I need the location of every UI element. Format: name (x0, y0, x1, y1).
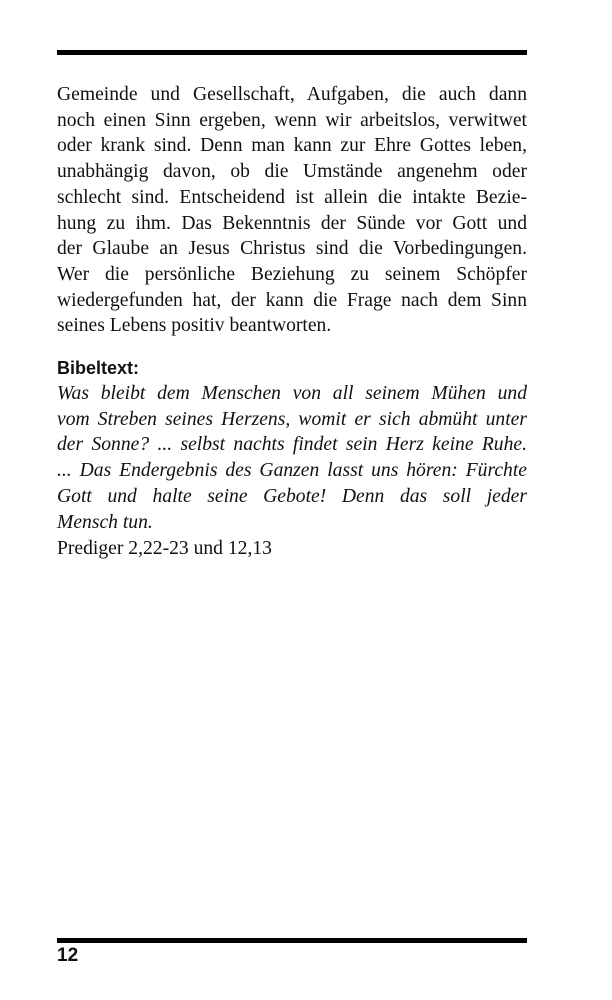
quote-line: Gott und halte seine Gebote! Denn das soll jeder (57, 485, 527, 507)
bottom-rule (57, 938, 527, 943)
body-line: hung zu ihm. Das Bekenntnis der Sünde vor Gott und (57, 212, 527, 234)
quote-line: vom Streben seines Herzens, womit er sich abmüht unter (57, 408, 527, 430)
quote-line: ... Das Endergebnis des Ganzen lasst uns hören: Fürchte (57, 460, 527, 482)
bible-reference: Prediger 2,22-23 und 12,13 (57, 538, 272, 559)
body-line: seines Lebens positiv beantworten. (57, 315, 332, 337)
body-line: Gemeinde und Gesellschaft, Aufgaben, die auch dann (57, 84, 527, 105)
body-line: unabhängig davon, ob die Umstände angenehm oder (57, 161, 527, 183)
body-paragraph (57, 82, 527, 339)
bible-text-heading: Bibeltext: (57, 358, 140, 378)
body-line: noch einen Sinn ergeben, wenn wir arbeitslos, verwitwet (57, 109, 527, 131)
body-line: der Glaube an Jesus Christus sind die Vorbedingungen. (57, 238, 527, 260)
quote-line: Mensch tun. (57, 511, 153, 533)
quote-line: der Sonne? ... selbst nachts findet sein Herz keine Ruhe. (57, 434, 527, 456)
page-number: 12 (57, 945, 79, 966)
body-line: schlecht sind. Entscheidend ist allein die intakte Bezie- (57, 186, 527, 208)
top-rule (57, 50, 527, 55)
body-line: oder krank sind. Denn man kann zur Ehre Gottes leben, (57, 135, 527, 157)
quote-line: Was bleibt dem Menschen von all seinem Mühen und (57, 383, 527, 404)
body-line: Wer die persönliche Beziehung zu seinem Schöpfer (57, 263, 527, 285)
bible-quote (57, 381, 527, 535)
body-line: wiedergefunden hat, der kann die Frage nach dem Sinn (57, 289, 527, 311)
